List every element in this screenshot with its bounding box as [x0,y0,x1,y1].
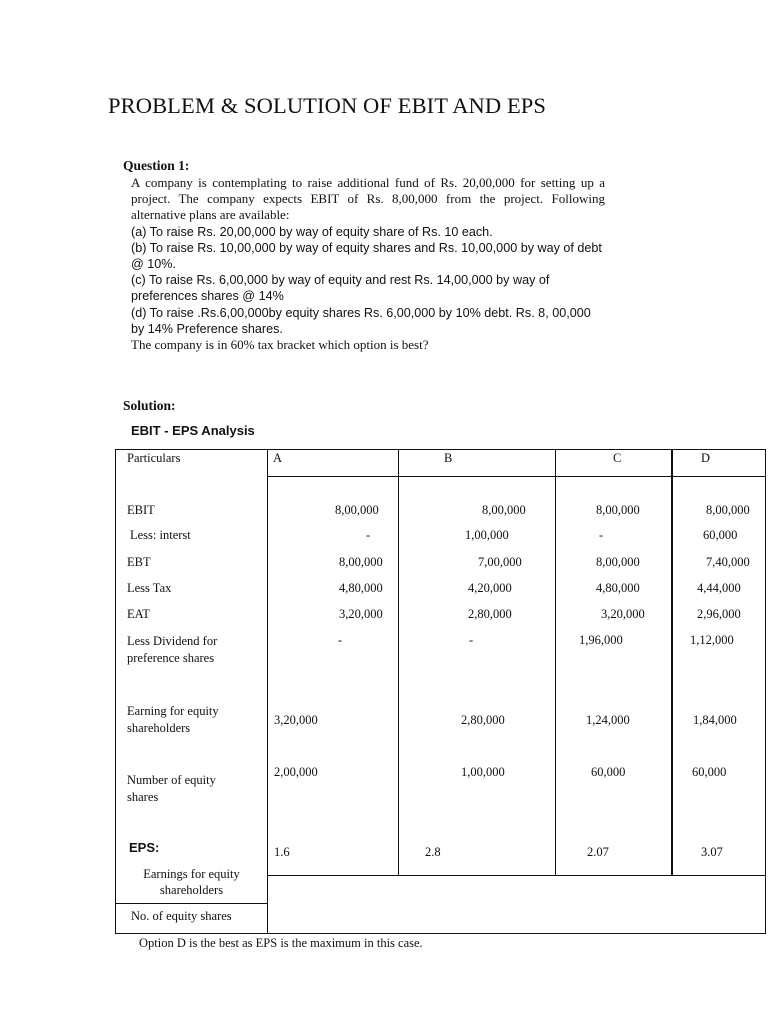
option-b: (b) To raise Rs. 10,00,000 by way of equity shares and Rs. 10,00,000 by way of debt @ 10%. [131,240,602,272]
particulars-divider [267,449,268,934]
eps-separator [267,875,766,876]
row-label-ebit: EBIT [127,503,155,517]
row-label-interest: Less: interst [130,528,191,542]
table-title: EBIT - EPS Analysis [131,423,255,438]
cell-eat-c: 3,20,000 [601,607,645,621]
cell-ebt-b: 7,00,000 [478,555,522,569]
cell-eps-b: 2.8 [425,845,441,859]
question-closing: The company is in 60% tax bracket which option is best? [131,337,429,353]
header-separator [267,476,766,477]
option-d: (d) To raise .Rs.6,00,000by equity shares Rs. 6,00,000 by 10% debt. Rs. 8, 00,000 by 14% Preference shares. [131,305,591,336]
table-left-border [115,449,116,934]
row-label-eps: EPS: [129,840,160,855]
question-heading: Question 1: [123,158,190,173]
row-label-shares: Number of equity shares [127,773,216,804]
cell-ebit-a: 8,00,000 [335,503,379,517]
cell-eat-a: 3,20,000 [339,607,383,621]
cell-tax-c: 4,80,000 [596,581,640,595]
col-cd-divider [671,449,673,876]
cell-earning-c: 1,24,000 [586,713,630,727]
header-a: A [273,451,283,465]
table-right-border [765,449,766,934]
cell-earning-d: 1,84,000 [693,713,737,727]
col-bc-divider [555,449,556,876]
cell-eat-d: 2,96,000 [697,607,741,621]
cell-ebit-c: 8,00,000 [596,503,640,517]
cell-ebit-d: 8,00,000 [706,503,750,517]
col-a-divider [398,449,399,876]
row-label-earning: Earning for equity shareholders [127,704,219,735]
row-label-tax: Less Tax [127,581,172,595]
cell-shares-d: 60,000 [692,765,727,779]
eps-formula-numerator: Earnings for equity shareholders [143,867,240,897]
cell-eps-a: 1.6 [274,845,290,859]
cell-interest-c: - [599,528,604,542]
cell-shares-c: 60,000 [591,765,626,779]
cell-eat-b: 2,80,000 [468,607,512,621]
eps-formula-denominator: No. of equity shares [131,909,232,923]
header-particulars: Particulars [127,451,181,465]
table-top-border [115,449,766,450]
cell-dividend-a: - [338,633,343,647]
formula-separator [115,903,267,904]
cell-ebt-a: 8,00,000 [339,555,383,569]
row-label-ebt: EBT [127,555,151,569]
table-bottom-border [115,933,766,934]
cell-tax-d: 4,44,000 [697,581,741,595]
cell-shares-b: 1,00,000 [461,765,505,779]
header-d: D [701,451,711,465]
cell-earning-b: 2,80,000 [461,713,505,727]
cell-eps-d: 3.07 [701,845,723,859]
cell-interest-d: 60,000 [703,528,738,542]
cell-dividend-b: - [469,633,474,647]
conclusion-text: Option D is the best as EPS is the maximum in this case. [139,936,423,950]
cell-interest-a: - [366,528,371,542]
option-c: (c) To raise Rs. 6,00,000 by way of equity and rest Rs. 14,00,000 by way of preferences shares @ 14% [131,273,550,304]
cell-interest-b: 1,00,000 [465,528,509,542]
header-c: C [613,451,622,465]
cell-dividend-d: 1,12,000 [690,633,734,647]
page-title: PROBLEM & SOLUTION OF EBIT AND EPS [108,93,547,118]
solution-heading: Solution: [123,398,176,413]
cell-ebt-d: 7,40,000 [706,555,750,569]
cell-eps-c: 2.07 [587,845,609,859]
cell-shares-a: 2,00,000 [274,765,318,779]
option-a: (a) To raise Rs. 20,00,000 by way of equity share of Rs. 10 each. [131,224,493,239]
cell-dividend-c: 1,96,000 [579,633,623,647]
cell-tax-a: 4,80,000 [339,581,383,595]
row-label-dividend: Less Dividend for preference shares [127,634,218,665]
question-text [131,175,605,353]
cell-ebt-c: 8,00,000 [596,555,640,569]
question-intro: A company is contemplating to raise additional fund of Rs. 20,00,000 for setting up a project. The company expects EBIT of Rs. 8,00,000 from the project. Following alternative plans are available: [131,175,605,223]
cell-tax-b: 4,20,000 [468,581,512,595]
cell-earning-a: 3,20,000 [274,713,318,727]
header-b: B [444,451,453,465]
row-label-eat: EAT [127,607,150,621]
cell-ebit-b: 8,00,000 [482,503,526,517]
